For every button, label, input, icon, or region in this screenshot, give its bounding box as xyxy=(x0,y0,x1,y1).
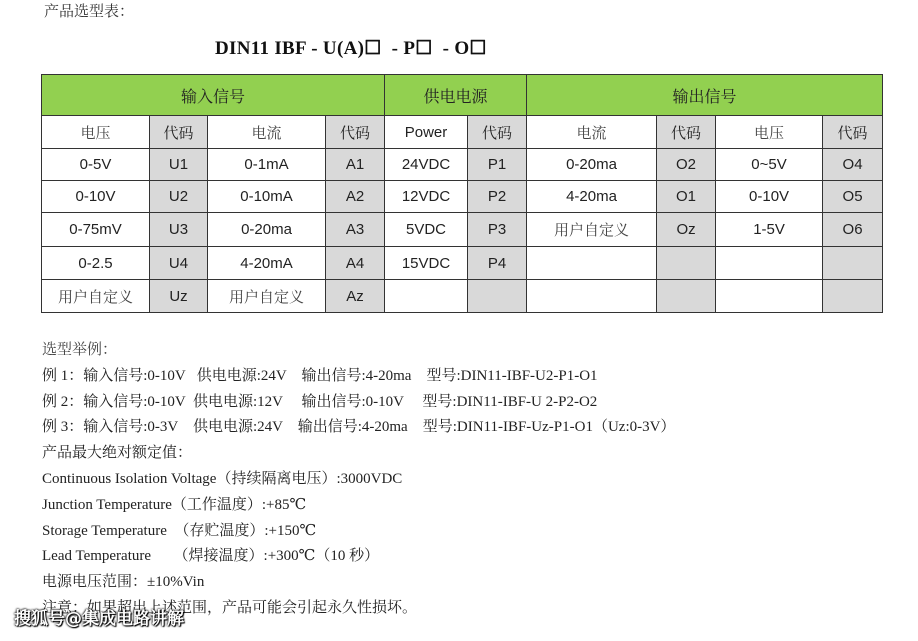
table-cell: 0-10mA xyxy=(208,181,326,213)
table-cell: 0-5V xyxy=(42,149,150,181)
group-header-row xyxy=(42,75,883,116)
table-cell: 0-10V xyxy=(42,181,150,213)
table-cell: 代码 xyxy=(150,116,208,149)
note-line: Junction Temperature（工作温度）:+85℃ xyxy=(42,496,307,513)
table-cell xyxy=(823,247,883,280)
table-row xyxy=(42,247,883,280)
table-cell: 代码 xyxy=(326,116,385,149)
notes-block xyxy=(42,338,675,622)
table-cell xyxy=(527,280,657,313)
table-cell xyxy=(385,280,468,313)
table-cell xyxy=(657,247,716,280)
table-cell: P2 xyxy=(468,181,527,213)
table-cell: 4-20ma xyxy=(527,181,657,213)
table-cell: 24VDC xyxy=(385,149,468,181)
table-cell: Power xyxy=(385,116,468,149)
group-output-header: 输出信号 xyxy=(527,75,883,116)
table-cell: Oz xyxy=(657,213,716,247)
note-line: 注意：如果超出上述范围，产品可能会引起永久性损坏。 xyxy=(42,599,418,616)
selection-table xyxy=(41,74,883,313)
table-cell: P4 xyxy=(468,247,527,280)
table-cell: P1 xyxy=(468,149,527,181)
intro-label: 产品选型表： xyxy=(44,4,135,20)
table-cell xyxy=(716,280,823,313)
note-line: Lead Temperature （焊接温度）:+300℃（10 秒） xyxy=(42,548,380,565)
table-cell: 4-20mA xyxy=(208,247,326,280)
table-cell: 电压 xyxy=(42,116,150,149)
table-cell xyxy=(823,280,883,313)
table-cell: U3 xyxy=(150,213,208,247)
table-row xyxy=(42,213,883,247)
table-cell: O2 xyxy=(657,149,716,181)
table-cell: 用户自定义 xyxy=(527,213,657,247)
table-row xyxy=(42,280,883,313)
table-cell: 代码 xyxy=(823,116,883,149)
table-cell: 1-5V xyxy=(716,213,823,247)
table-cell: 电压 xyxy=(716,116,823,149)
table-row xyxy=(42,149,883,181)
note-line: 例 2：输入信号:0-10V 供电电源:12V 输出信号:0-10V 型号:DIN11-IBF-U 2-P2-O2 xyxy=(42,393,598,410)
note-line: 例 3：输入信号:0-3V 供电电源:24V 输出信号:4-20ma 型号:DIN11-IBF-Uz-P1-O1（Uz:0-3V） xyxy=(42,419,676,436)
table-cell: 代码 xyxy=(468,116,527,149)
table-cell: 15VDC xyxy=(385,247,468,280)
model-code-title: DIN11 IBF - U(A)☐ - P☐ - O☐ xyxy=(215,38,487,59)
table-cell xyxy=(716,247,823,280)
table-cell: 代码 xyxy=(657,116,716,149)
subheader-row xyxy=(42,116,883,149)
table-cell: 5VDC xyxy=(385,213,468,247)
table-cell: A1 xyxy=(326,149,385,181)
table-cell: 12VDC xyxy=(385,181,468,213)
table-cell: O5 xyxy=(823,181,883,213)
note-line: 产品最大绝对额定值： xyxy=(42,445,193,462)
table-cell: A3 xyxy=(326,213,385,247)
group-input-header: 输入信号 xyxy=(42,75,385,116)
table-cell: O1 xyxy=(657,181,716,213)
table-cell xyxy=(657,280,716,313)
table-cell: 电流 xyxy=(208,116,326,149)
table-cell: A2 xyxy=(326,181,385,213)
table-cell: Uz xyxy=(150,280,208,313)
table-cell: 0-1mA xyxy=(208,149,326,181)
note-line: 例 1：输入信号:0-10V 供电电源:24V 输出信号:4-20ma 型号:DIN11-IBF-U2-P1-O1 xyxy=(42,367,598,384)
table-cell: O6 xyxy=(823,213,883,247)
note-line: 电源电压范围：±10%Vin xyxy=(42,574,205,591)
table-cell: 用户自定义 xyxy=(208,280,326,313)
table-cell: O4 xyxy=(823,149,883,181)
table-cell: U1 xyxy=(150,149,208,181)
table-cell: 0-2.5 xyxy=(42,247,150,280)
note-line: Continuous Isolation Voltage（持续隔离电压）:3000VDC xyxy=(42,470,403,487)
table-cell: A4 xyxy=(326,247,385,280)
note-line: Storage Temperature （存贮温度）:+150℃ xyxy=(42,522,317,539)
table-cell xyxy=(468,280,527,313)
group-power-header: 供电电源 xyxy=(385,75,527,116)
table-cell: 电流 xyxy=(527,116,657,149)
table-cell: 0-75mV xyxy=(42,213,150,247)
table-cell xyxy=(527,247,657,280)
table-cell: P3 xyxy=(468,213,527,247)
table-cell: 0-20ma xyxy=(527,149,657,181)
table-row xyxy=(42,181,883,213)
watermark: 搜狐号@集成电路讲解 xyxy=(14,609,184,629)
table-cell: Az xyxy=(326,280,385,313)
table-cell: 用户自定义 xyxy=(42,280,150,313)
table-cell: 0~5V xyxy=(716,149,823,181)
table-cell: 0-10V xyxy=(716,181,823,213)
table-cell: U4 xyxy=(150,247,208,280)
note-line: 选型举例： xyxy=(42,342,118,358)
table-cell: 0-20ma xyxy=(208,213,326,247)
table-cell: U2 xyxy=(150,181,208,213)
